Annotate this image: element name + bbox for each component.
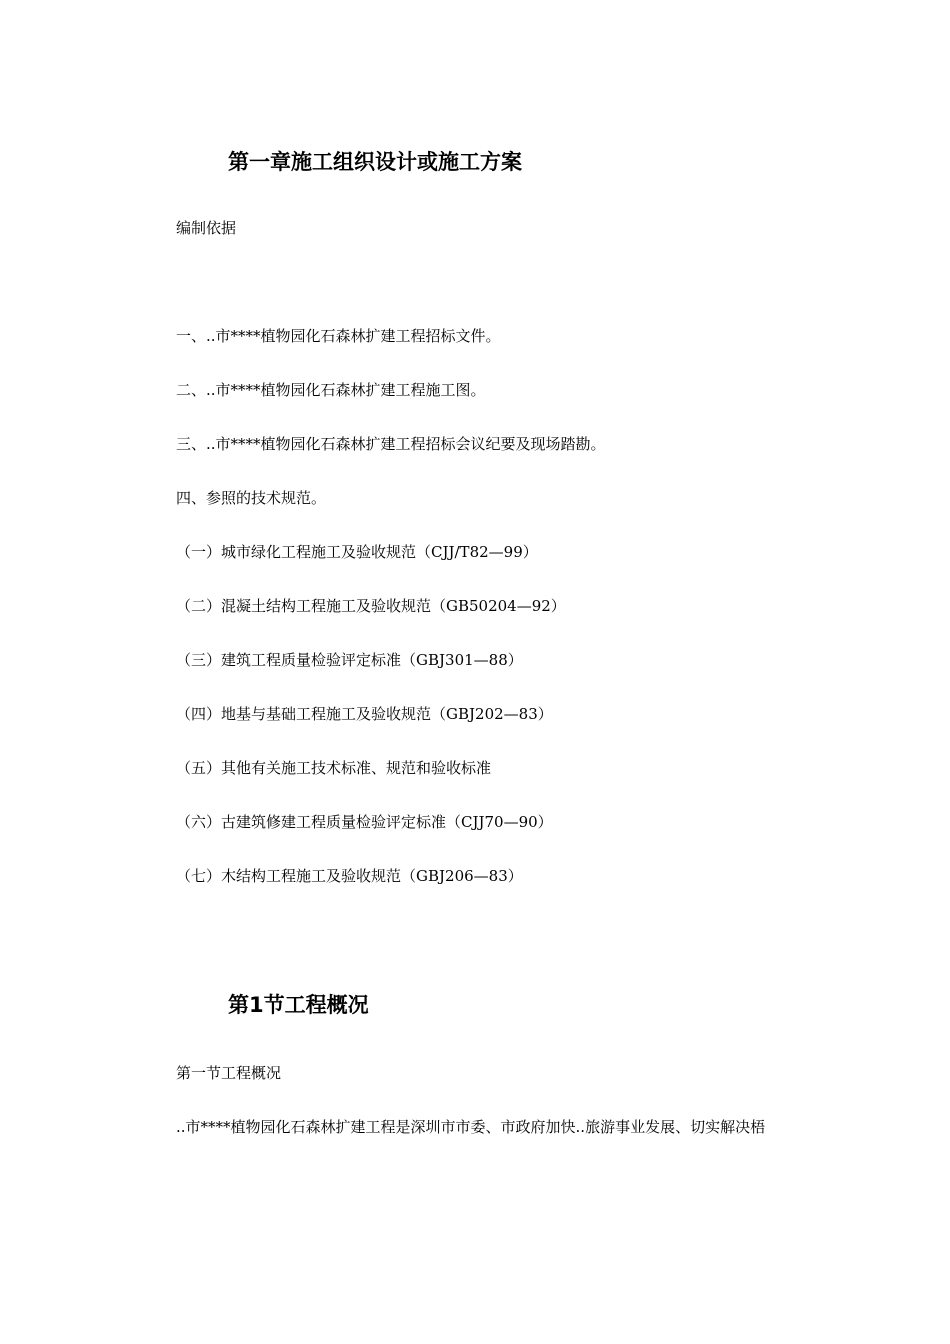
- section-body: ..市****植物园化石森林扩建工程是深圳市市委、市政府加快..旅游事业发展、切实解决梧: [176, 1118, 766, 1136]
- standard-item-2: （二）混凝土结构工程施工及验收规范（GB50204—92）: [176, 597, 566, 615]
- section-title: 第1节工程概况: [228, 993, 369, 1017]
- standard-item-3: （三）建筑工程质量检验评定标准（GBJ301—88）: [176, 651, 523, 669]
- basis-item-4: 四、参照的技术规范。: [176, 489, 327, 507]
- basis-item-3: 三、..市****植物园化石森林扩建工程招标会议纪要及现场踏勘。: [176, 435, 606, 453]
- chapter-title: 第一章施工组织设计或施工方案: [228, 150, 522, 174]
- basis-item-1: 一、..市****植物园化石森林扩建工程招标文件。: [176, 327, 501, 345]
- standard-item-6: （六）古建筑修建工程质量检验评定标准（CJJ70—90）: [176, 813, 553, 831]
- standard-item-1: （一）城市绿化工程施工及验收规范（CJJ/T82—99）: [176, 543, 538, 561]
- standard-item-5: （五）其他有关施工技术标准、规范和验收标准: [176, 759, 492, 777]
- chapter-subtitle: 编制依据: [176, 219, 237, 237]
- section-subtitle: 第一节工程概况: [176, 1064, 282, 1082]
- standard-item-4: （四）地基与基础工程施工及验收规范（GBJ202—83）: [176, 705, 553, 723]
- basis-item-2: 二、..市****植物园化石森林扩建工程施工图。: [176, 381, 486, 399]
- standard-item-7: （七）木结构工程施工及验收规范（GBJ206—83）: [176, 867, 523, 885]
